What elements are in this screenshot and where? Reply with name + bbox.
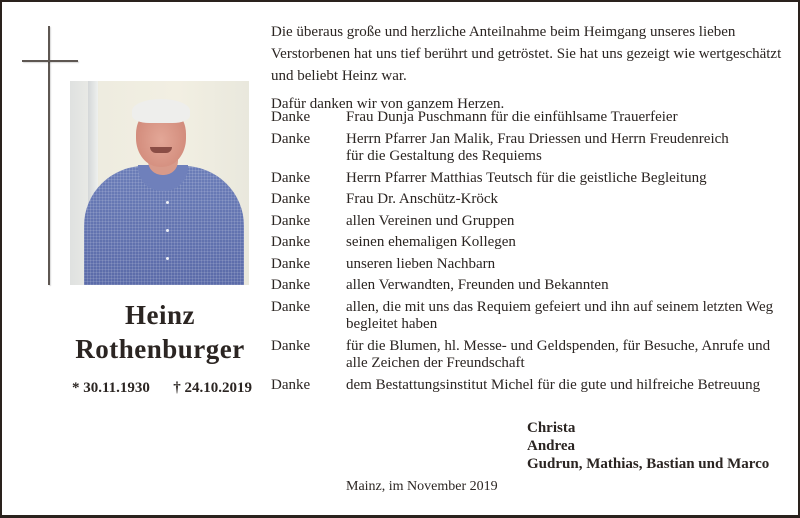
intro-paragraph-1 (271, 21, 791, 87)
thanks-label: Danke (271, 255, 311, 272)
death-date: 24.10.2019 (184, 380, 252, 396)
thanks-row (271, 131, 791, 166)
thanks-label: Danke (271, 376, 311, 393)
thanks-label: Danke (271, 337, 311, 354)
thanks-row (271, 170, 791, 188)
signatory: Gudrun, Mathias, Bastian und Marco (527, 456, 770, 472)
photo-smile (150, 147, 172, 153)
thanks-label: Danke (271, 191, 311, 207)
portrait-photo (70, 81, 249, 285)
thanks-row (271, 256, 791, 274)
thanks-label: Danke (271, 298, 311, 315)
thanks-row (271, 213, 791, 231)
thanks-label: Danke (271, 234, 311, 250)
photo-shirt-button (166, 257, 169, 260)
intro-line: und beliebt Heinz war. (271, 68, 407, 84)
photo-shirt-button (166, 201, 169, 204)
intro-text (271, 21, 791, 115)
thanks-row (271, 109, 791, 127)
birth-date: * 30.11.1930 (72, 380, 150, 396)
thanks-text: allen Vereinen und Gruppen (346, 212, 515, 229)
thanks-text: Frau Dunja Puschmann für die einfühlsame Trauerfeier (346, 109, 678, 125)
death-date-group (173, 380, 252, 397)
intro-line: Verstorbenen hat uns tief berührt und getröstet. Sie hat uns gezeigt wie wertgeschätzt (271, 46, 782, 62)
thanks-text: Herrn Pfarrer Matthias Teutsch für die geistliche Begleitung (346, 169, 707, 186)
thanks-label: Danke (271, 109, 311, 125)
thanks-text: für die Blumen, hl. Messe- und Geldspenden, für Besuche, Anrufe und alle Zeichen der Freundschaft (346, 337, 771, 371)
life-dates (72, 380, 252, 397)
signatory: Andrea (527, 438, 576, 454)
thanks-label: Danke (271, 130, 311, 147)
cross-icon-horizontal (22, 60, 78, 62)
thanks-text: dem Bestattungsinstitut Michel für die gute und hilfreiche Betreuung (346, 376, 761, 393)
thanks-row (271, 377, 791, 395)
place-and-date: Mainz, im November 2019 (346, 479, 498, 494)
dagger-icon: † (173, 380, 181, 396)
deceased-first-name: Heinz (125, 300, 195, 330)
thanks-text: allen Verwandten, Freunden und Bekannten (346, 277, 609, 293)
thanks-list (271, 109, 791, 398)
intro-paragraph-2: Dafür danken wir von ganzem Herzen. (271, 96, 505, 112)
signatory: Christa (527, 420, 576, 436)
thanks-row (271, 191, 791, 209)
thanks-text: allen, die mit uns das Requiem gefeiert und ihn auf seinem letzten Weg begleitet haben (346, 298, 774, 332)
cross-icon-vertical (48, 26, 50, 285)
thanks-row (271, 338, 791, 373)
intro-line: Die überaus große und herzliche Anteilnahme beim Heimgang unseres lieben (271, 24, 736, 40)
photo-hair (132, 99, 190, 123)
thanks-row (271, 299, 791, 334)
thanks-row (271, 277, 791, 295)
thanks-row (271, 234, 791, 252)
signatories (527, 419, 769, 473)
thanks-text: Herrn Pfarrer Jan Malik, Frau Driessen und Herrn Freudenreich für die Gestaltung des Requiems (346, 130, 729, 164)
thanks-text: seinen ehemaligen Kollegen (346, 234, 516, 250)
deceased-last-name: Rothenburger (75, 334, 245, 364)
thanks-label: Danke (271, 212, 311, 229)
thanks-label: Danke (271, 277, 311, 293)
thanks-text: unseren lieben Nachbarn (346, 255, 496, 272)
thanks-text: Frau Dr. Anschütz-Kröck (346, 191, 499, 207)
thanks-label: Danke (271, 169, 311, 186)
photo-shirt-button (166, 229, 169, 232)
